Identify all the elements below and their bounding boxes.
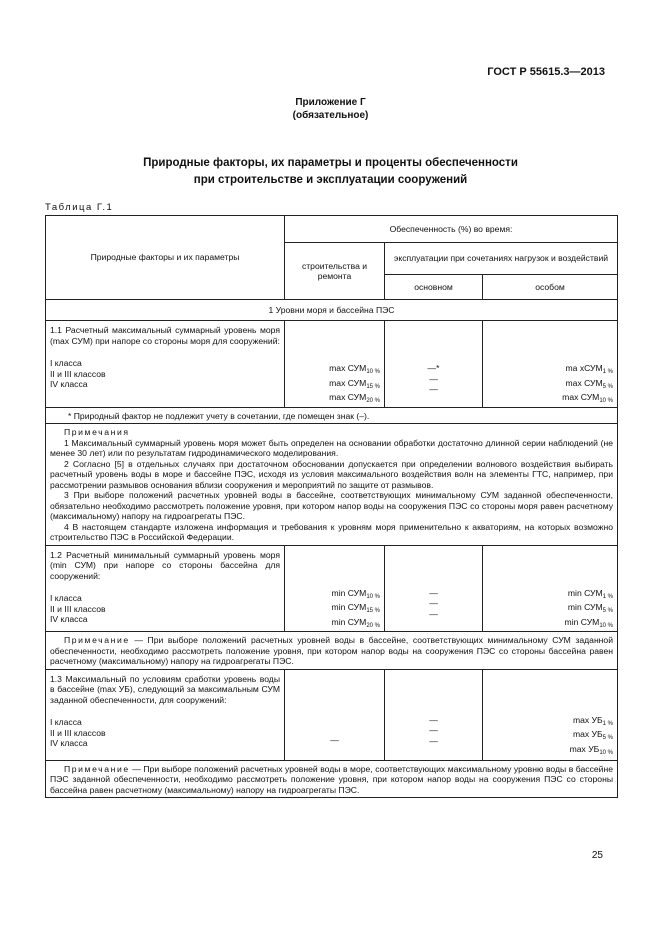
row-1-2-basic: [385, 545, 483, 632]
col-basic-header: основном: [385, 275, 483, 300]
value: —: [429, 735, 438, 746]
row-1-2-text: 1.2 Расчетный минимальный суммарный уровень моря (min СУМ) при напоре со стороны бассейна для сооружений:: [50, 549, 280, 581]
subscript: 10 %: [366, 593, 380, 600]
value: max СУМ: [329, 392, 367, 402]
value: —: [429, 384, 438, 394]
value: min СУМ: [564, 616, 600, 627]
col-security-header: Обеспеченность (%) во время:: [285, 216, 618, 243]
document-title-line1: Природные факторы, их параметры и проценты обеспеченности: [143, 157, 518, 169]
value: min СУМ: [331, 602, 367, 612]
subscript: 5 %: [602, 383, 614, 390]
value: —: [429, 598, 438, 608]
standard-number: ГОСТ Р 55615.3—2013: [487, 66, 605, 78]
value: max УБ: [572, 714, 603, 725]
note-label: Примечание: [64, 635, 130, 645]
value: —*: [427, 363, 440, 373]
section-title: 1 Уровни моря и бассейна ПЭС: [46, 300, 618, 321]
value: max УБ: [572, 729, 603, 739]
note-item: 4 В настоящем стандарте изложена информация и требования к уровням моря применительно к акваториям, на которых возможно строительство ПЭС в Российской Федерации.: [50, 521, 614, 542]
row-1-2: [46, 545, 285, 632]
class-item: I класса: [50, 593, 82, 603]
value: min СУМ: [567, 602, 603, 612]
class-item: II и III классов: [50, 368, 106, 379]
subscript: 1 %: [602, 369, 614, 375]
page-number: 25: [591, 850, 603, 861]
subscript: 10 %: [599, 749, 614, 756]
row-1-1-construction: [285, 321, 385, 408]
subscript: 15 %: [366, 608, 380, 614]
row-1-3-text: 1.3 Максимальный по условиям сработки уровень воды в бассейне (max УБ), следующий за максимальным СУМ заданной обеспеченности, для сооружений:: [50, 673, 280, 705]
row-1-1-special: [483, 321, 618, 408]
col-construction-header: строительства и ремонта: [285, 243, 385, 300]
note-block-3: [46, 760, 618, 798]
value: min СУМ: [331, 587, 367, 598]
row-1-1: [46, 321, 285, 408]
subscript: 20 %: [366, 622, 380, 629]
value: —: [429, 373, 438, 384]
appendix-status: (обязательное): [292, 110, 369, 121]
subscript: 10 %: [599, 622, 614, 629]
subscript: 10 %: [599, 398, 614, 404]
note-text: — При выборе положений расчетных уровней воды в бассейне, соответствующих минимальному СУМ заданной обеспеченности, необходимо рассмотреть положение уровня, при котором напор воды на сооружения ПЭС со стороны бассейна равен расчетному (максимальному) напору на гидроагрегаты ПЭС.: [50, 635, 614, 666]
value: max СУМ: [329, 363, 367, 373]
note-label: Примечание: [64, 763, 130, 774]
class-item: I класса: [50, 358, 82, 368]
subscript: 5 %: [602, 735, 614, 741]
subscript: 10 %: [366, 369, 380, 375]
value: —: [429, 725, 438, 735]
row-1-3-basic: [385, 669, 483, 760]
subscript: 5 %: [602, 608, 614, 614]
subscript: 1 %: [602, 720, 614, 727]
factors-table: [45, 215, 618, 798]
row-1-3-construction: [285, 669, 385, 760]
note-item: 1 Максимальный суммарный уровень моря может быть определен на основании обработки достаточно длинной серии наблюдений (не менее 30 лет) или по результатам гидродинамического моделирования.: [50, 437, 614, 458]
col-exploitation-header: эксплуатации при сочетаниях нагрузок и воздействий: [385, 243, 618, 275]
class-item: IV класса: [50, 738, 88, 748]
footnote: * Природный фактор не подлежит учету в сочетании, где помещен знак (–).: [46, 407, 618, 424]
value: min СУМ: [567, 587, 603, 598]
class-item: II и III классов: [50, 727, 106, 738]
class-item: IV класса: [50, 614, 88, 624]
value: ma xСУМ: [565, 363, 603, 373]
col-special-header: особом: [483, 275, 618, 300]
value: max СУМ: [565, 377, 603, 388]
row-1-1-basic: [385, 321, 483, 408]
notes-block: [46, 424, 618, 546]
value: max СУМ: [562, 392, 600, 402]
value: max СУМ: [329, 377, 367, 388]
class-item: I класса: [50, 717, 82, 727]
value: max УБ: [569, 743, 600, 754]
row-1-2-construction: [285, 545, 385, 632]
value: —: [429, 608, 438, 619]
table-label: Таблица Г.1: [45, 202, 114, 213]
value: —: [429, 587, 438, 598]
row-1-1-text: 1.1 Расчетный максимальный суммарный уровень моря (max СУМ) при напоре со стороны моря для сооружений:: [50, 325, 280, 346]
value: —: [330, 734, 339, 745]
document-title-line2: при строительстве и эксплуатации сооружений: [193, 174, 468, 186]
note-block-2: [46, 632, 618, 670]
class-item: II и III классов: [50, 603, 106, 614]
class-item: IV класса: [50, 379, 88, 389]
note-item: 2 Согласно [5] в отдельных случаях при достаточном обосновании допускается при определении волнового воздействия выбирать расчетный уровень воды в море и бассейне ПЭС, исходя из условия максимального воздействия волн на элементы ГТС, например, при рассмотрении размывов основания вблизи сооружения и мероприятий по защите от размывов.: [50, 458, 614, 490]
subscript: 20 %: [366, 398, 380, 404]
row-1-2-special: [483, 545, 618, 632]
note-text: — При выборе положений расчетных уровней воды в море, соответствующих максимальному уровню воды в бассейне ПЭС заданной обеспеченности, необходимо рассмотреть положение уровня, при котором напор воды на сооружения ПЭС со стороны бассейна равен расчетному (максимальному) напору на гидроагрегаты ПЭС.: [50, 763, 614, 795]
row-1-3: [46, 669, 285, 760]
value: min СУМ: [331, 616, 367, 627]
col-factor-header: Природные факторы и их параметры: [46, 216, 285, 300]
value: —: [429, 714, 438, 725]
appendix-title: Приложение Г: [295, 97, 366, 108]
row-1-3-special: [483, 669, 618, 760]
subscript: 1 %: [602, 593, 614, 600]
subscript: 15 %: [366, 383, 380, 390]
note-item: 3 При выборе положений расчетных уровней воды в бассейне, соответствующих минимальному СУМ заданной обеспеченности, обязательно необходимо рассмотреть положение уровня, при котором напор воды на сооружения ПЭС со стороны моря равен расчетному (максимальному) напору на гидроагрегаты ПЭС.: [50, 490, 614, 521]
notes-title: Примечания: [64, 427, 130, 437]
